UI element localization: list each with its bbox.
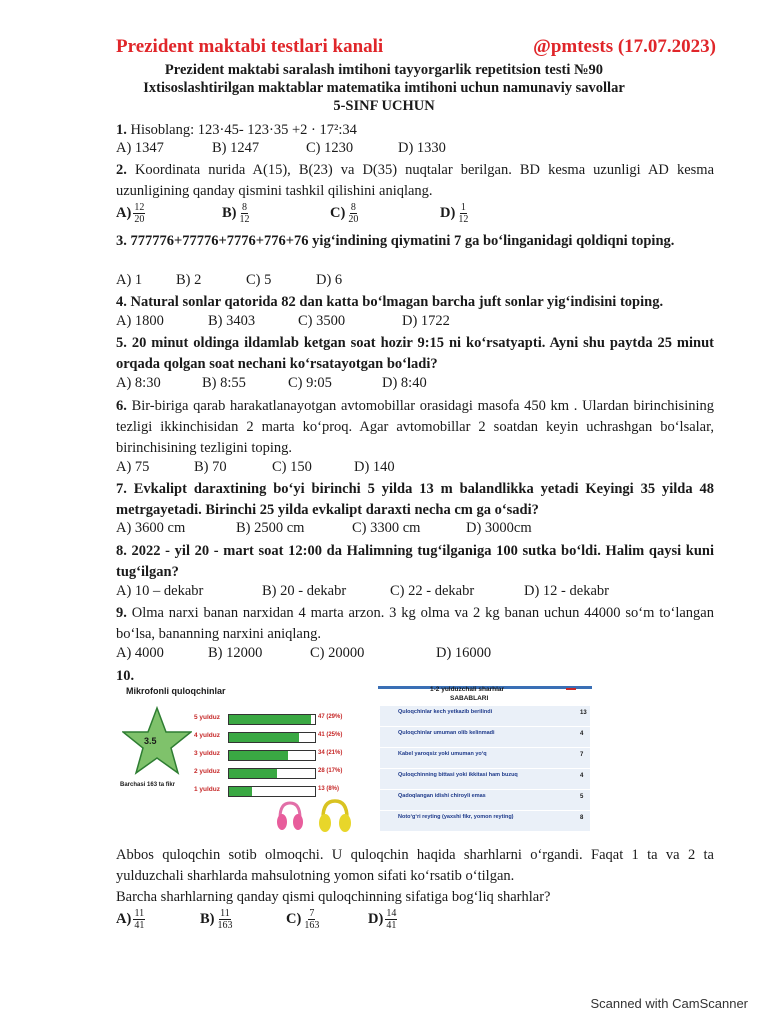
- star-level-label: 5 yulduz: [194, 714, 221, 721]
- table-row: [380, 790, 590, 811]
- option-c: C) 9:05: [288, 375, 332, 391]
- option-d: D) 140: [354, 459, 395, 475]
- question-1-options: [116, 140, 716, 162]
- option-c: C) 1230: [306, 140, 354, 156]
- reason-text: Qadoqlangan idishi chiroyli emas: [398, 793, 486, 799]
- rating-count-label: 41 (25%): [318, 732, 343, 738]
- question-3-options: [116, 272, 716, 294]
- question-text: 2022 - yil 20 - mart soat 12:00 da Halimning tug‘ilganiga 100 sutka bo‘ldi. Halim qaysi kuni tug‘ilgan?: [116, 543, 714, 580]
- option-d: D) 16000: [436, 645, 492, 661]
- option-d: D) 1722: [402, 313, 450, 329]
- option-d: D) 1330: [398, 140, 446, 156]
- question-number: 5.: [116, 335, 127, 351]
- rating-bar-fill: [229, 751, 288, 760]
- option-b: B) 12000: [208, 645, 263, 661]
- question-text: 20 minut oldinga ildamlab ketgan soat hozir 9:15 ni ko‘rsatyapti. Ayni shu paytda 25 minut orqada qolgan soat nechani ko‘rsatayotgan bo‘ladi?: [116, 335, 715, 372]
- option-d: D) 6: [316, 272, 343, 288]
- option-b: B) $\frac{8}{12}$: [222, 202, 250, 225]
- question-9: [116, 603, 714, 645]
- channel-name: Prezident maktabi testlari kanali: [116, 36, 384, 57]
- option-c: C) 20000: [310, 645, 365, 661]
- option-c: C) 3500: [298, 313, 346, 329]
- option-a: A) 4000: [116, 645, 164, 661]
- question-10-options: [116, 908, 716, 936]
- rating-bar-track: [228, 750, 316, 761]
- scanner-watermark: Scanned with CamScanner: [590, 996, 748, 1011]
- option-d: D) $\frac{14}{41}$: [368, 908, 397, 931]
- option-a: A) 10 – dekabr: [116, 583, 204, 599]
- star-level-label: 1 yulduz: [194, 786, 221, 793]
- question-6: [116, 396, 714, 459]
- reason-text: Noto‘g‘ri reyting (yaxshi fikr, yomon reyting): [398, 814, 514, 820]
- option-a: A) 1800: [116, 313, 164, 329]
- table-title: 1-2 yulduzchali sharhlar: [430, 686, 505, 693]
- test-title: Prezident maktabi saralash imtihoni tayyorgarlik repetitsion testi №90: [164, 62, 604, 78]
- grade-label: 5-SINF UCHUN: [333, 98, 435, 114]
- question-5: [116, 333, 714, 375]
- rating-bar-fill: [229, 787, 252, 796]
- table-row: [380, 811, 590, 832]
- question-3: [116, 231, 714, 252]
- option-b: B) 20 - dekabr: [262, 583, 347, 599]
- rating-bar-fill: [229, 715, 311, 724]
- rating-count-label: 34 (21%): [318, 750, 343, 756]
- question-2-options: [116, 202, 716, 230]
- table-row: [380, 727, 590, 748]
- option-a: A) 1347: [116, 140, 164, 156]
- question-number: 9.: [116, 605, 127, 621]
- reason-count: 4: [580, 731, 584, 737]
- question-number: 8.: [116, 543, 127, 559]
- question-number: 7.: [116, 481, 127, 497]
- option-d: D) 8:40: [382, 375, 427, 391]
- table-row: [380, 769, 590, 790]
- option-a: A) 8:30: [116, 375, 161, 391]
- rating-bar-fill: [229, 733, 299, 742]
- yellow-headphones-icon: [318, 798, 352, 834]
- question-text: Abbos quloqchin sotib olmoqchi. U quloqchin haqida sharhlarni o‘rgandi. Faqat 1 ta va 2 ta yulduzchali sharhlarda mahsulotning yomon sifati ko‘rsatib o‘tilgan.: [116, 847, 714, 884]
- question-text: Koordinata nurida A(15), B(23) va D(35) nuqtalar berilgan. BD kesma uzunligi AD kesma uzunligining qanday qismini tashkil qilishini aniqlang.: [116, 162, 715, 199]
- option-b: B) $\frac{11}{163}$: [200, 908, 233, 931]
- rating-bar-row: [118, 766, 350, 780]
- rating-bar-row: [118, 730, 350, 744]
- option-c: C) 22 - dekabr: [390, 583, 475, 599]
- option-b: B) 2500 cm: [236, 520, 305, 536]
- rating-bar-track: [228, 786, 316, 797]
- rating-bar-row: [118, 712, 350, 726]
- question-number: 4.: [116, 294, 127, 310]
- option-a: A) 75: [116, 459, 150, 475]
- question-number: 1.: [116, 122, 127, 138]
- rating-bar-row: [118, 784, 350, 798]
- question-8-options: [116, 583, 716, 605]
- reason-count: 5: [580, 794, 584, 800]
- average-rating: 3.5: [144, 736, 157, 746]
- rating-count-label: 13 (8%): [318, 786, 340, 792]
- option-d: D) 3000cm: [466, 520, 532, 536]
- question-9-options: [116, 645, 716, 667]
- option-b: B) 70: [194, 459, 227, 475]
- table-accent-mark: [566, 688, 576, 690]
- option-b: B) 8:55: [202, 375, 246, 391]
- question-number: 6.: [116, 398, 127, 414]
- test-subtitle: Ixtisoslashtirilgan maktablar matematika imtihoni uchun namunaviy savollar: [143, 80, 625, 96]
- reason-count: 13: [580, 710, 587, 716]
- question-1: [116, 120, 716, 140]
- table-row: [380, 748, 590, 769]
- table-row: [380, 706, 590, 727]
- figure-title: Mikrofonli quloqchinlar: [126, 686, 226, 696]
- option-c: C) 3300 cm: [352, 520, 421, 536]
- option-a: A) 3600 cm: [116, 520, 186, 536]
- option-c: C) $\frac{8}{20}$: [330, 202, 359, 225]
- reason-text: Kabel yaroqsiz yoki umuman yo‘q: [398, 751, 487, 757]
- question-10: [116, 666, 716, 686]
- option-b: B) 1247: [212, 140, 260, 156]
- question-6-options: [116, 459, 716, 481]
- rating-bar-track: [228, 732, 316, 743]
- question-5-options: [116, 375, 716, 397]
- option-b: B) 3403: [208, 313, 256, 329]
- option-c: C) $\frac{7}{163}$: [286, 908, 320, 931]
- question-4: [116, 292, 714, 313]
- pink-headphones-icon: [276, 800, 304, 832]
- question-text: Evkalipt daraxtining bo‘yi birinchi 5 yilda 13 m balandlikka yetadi Keyingi 35 yilda 48 metrgayetadi. Birinchi 25 yilda evkalipt daraxti necha cm ga o‘sadi?: [116, 481, 714, 518]
- reason-text: Quloqchinning bittasi yoki ikkitasi ham buzuq: [398, 772, 518, 778]
- star-level-label: 4 yulduz: [194, 732, 221, 739]
- channel-handle-date: @pmtests (17.07.2023): [533, 36, 716, 57]
- question-number: 2.: [116, 162, 127, 178]
- question-number: 10.: [116, 668, 135, 684]
- option-a: A) $\frac{11}{41}$: [116, 908, 145, 931]
- option-d: D) 12 - dekabr: [524, 583, 609, 599]
- reason-text: Quloqchinlar kech yetkazib berilindi: [398, 709, 493, 715]
- question-10-question: [116, 887, 714, 908]
- question-number: 3.: [116, 233, 127, 249]
- question-text: Barcha sharhlarning qanday qismi quloqchinning sifatiga bog‘liq sharhlar?: [116, 889, 551, 905]
- question-2: [116, 160, 714, 202]
- question-text: Olma narxi banan narxidan 4 marta arzon. 3 kg olma va 2 kg banan uchun 44000 so‘m to‘langan bo‘lsa, bananning narxini aniqlang.: [116, 605, 714, 642]
- option-a: A) $\frac{12}{20}$: [116, 202, 145, 225]
- reasons-table: [356, 686, 594, 836]
- reason-count: 4: [580, 773, 584, 779]
- rating-breakdown-figure: [118, 686, 350, 836]
- option-a: A) 1: [116, 272, 143, 288]
- star-level-label: 2 yulduz: [194, 768, 221, 775]
- header: [116, 36, 716, 60]
- reason-text: Quloqchinlar umuman olib kelinmadi: [398, 730, 495, 736]
- rating-bar-fill: [229, 769, 277, 778]
- question-8: [116, 541, 714, 583]
- rating-count-label: 47 (29%): [318, 714, 343, 720]
- option-b: B) 2: [176, 272, 202, 288]
- question-10-text: [116, 845, 714, 887]
- question-text: Hisoblang: 123·45- 123·35 +2 · 17²:34: [130, 122, 357, 138]
- question-text: 777776+77776+7776+776+76 yig‘indining qiymatini 7 ga bo‘linganidagi qoldiqni toping.: [130, 233, 675, 249]
- table-subtitle: SABABLARI: [450, 695, 489, 702]
- question-text: Bir-biriga qarab harakatlanayotgan avtomobillar orasidagi masofa 450 km . Ulardan birinchisining tezligi ikkinchisidan 2 marta ko‘proq. Agar avtomobillar 2 soatdan keyin uchrashgan bo‘lsalar, birinchisining tezligini toping.: [116, 398, 715, 456]
- rating-bar-track: [228, 714, 316, 725]
- question-7: [116, 479, 714, 521]
- reason-count: 7: [580, 752, 584, 758]
- question-4-options: [116, 313, 716, 335]
- reason-count: 8: [580, 815, 584, 821]
- star-level-label: 3 yulduz: [194, 750, 221, 757]
- option-c: C) 5: [246, 272, 272, 288]
- question-text: Natural sonlar qatorida 82 dan katta bo‘lmagan barcha juft sonlar yig‘indisini toping.: [130, 294, 664, 310]
- review-total: Barchasi 163 ta fikr: [120, 782, 176, 788]
- question-7-options: [116, 520, 716, 542]
- option-d: D) $\frac{1}{12}$: [440, 202, 469, 225]
- rating-bar-row: [118, 748, 350, 762]
- option-c: C) 150: [272, 459, 312, 475]
- rating-bar-track: [228, 768, 316, 779]
- rating-count-label: 28 (17%): [318, 768, 343, 774]
